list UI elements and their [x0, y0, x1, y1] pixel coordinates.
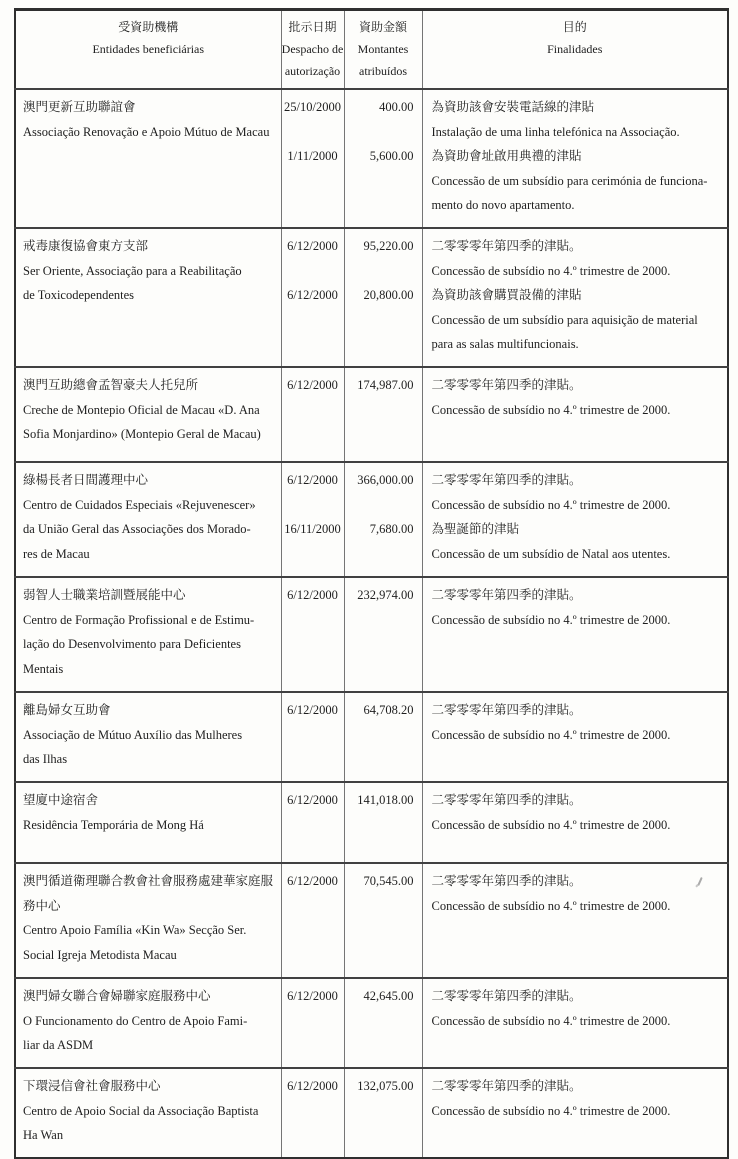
entity-cell [15, 978, 281, 1068]
entity-cell-line: de Toxicodependentes [23, 288, 135, 302]
purpose-cell-line: 為資助會址啟用典禮的津貼 [431, 149, 582, 163]
entity-cell-line: Residência Temporária de Mong Há [23, 817, 204, 832]
amount-cell-line: 20,800.00 [363, 288, 414, 302]
purpose-cell-line: 二零零零年第四季的津貼。 [431, 239, 582, 253]
amount-cell-line: 132,075.00 [357, 1079, 414, 1093]
entity-cell-line: 澳門婦女聯合會婦聯家庭服務中心 [23, 989, 211, 1003]
table-row [15, 89, 728, 228]
purpose-cell-line: Concessão de subsídio no 4.º trimestre de 2000. [431, 1103, 671, 1118]
amount-cell-line: 400.00 [379, 100, 414, 114]
entity-cell-line: 澳門互助總會孟智豪夫人托兒所 [23, 378, 199, 392]
entity-cell-line: 澳門循道衛理聯合教會社會服務處建華家庭服 [23, 874, 274, 888]
entity-cell-line: Centro de Cuidados Especiais «Rejuvenescer» [23, 497, 256, 512]
purpose-cell-line: Concessão de subsídio no 4.º trimestre de 2000. [431, 898, 671, 913]
purpose-cell [422, 978, 728, 1068]
header-amount [344, 10, 422, 90]
purpose-cell-line: 二零零零年第四季的津貼。 [431, 588, 582, 602]
purpose-cell-line: Instalação de uma linha telefónica na Associação. [431, 124, 680, 139]
entity-cell-line: 望廈中途宿舍 [23, 793, 99, 807]
purpose-cell-line: mento do novo apartamento. [431, 198, 575, 212]
amount-cell-line: 70,545.00 [363, 874, 414, 888]
purpose-cell-line: 為資助該會購買設備的津貼 [431, 288, 582, 302]
purpose-cell [422, 863, 728, 978]
purpose-cell-line: 二零零零年第四季的津貼。 [431, 874, 582, 888]
header-purpose-zh: 目的 [562, 20, 587, 34]
header-amount-pt1: Montantes [357, 42, 409, 56]
header-date-pt2: autorização [284, 64, 341, 78]
table-row [15, 978, 728, 1068]
purpose-cell-line: Concessão de subsídio no 4.º trimestre de 2000. [431, 263, 671, 278]
amount-cell [344, 782, 422, 863]
header-purpose-pt: Finalidades [547, 42, 603, 56]
purpose-cell-line: 二零零零年第四季的津貼。 [431, 793, 582, 807]
amount-cell-line: 366,000.00 [357, 473, 414, 487]
purpose-cell [422, 228, 728, 367]
amount-cell [344, 978, 422, 1068]
entity-cell-line: Sofia Monjardino» (Montepio Geral de Macau) [23, 427, 261, 441]
amount-cell [344, 89, 422, 228]
entity-cell-line: Associação Renovação e Apoio Mútuo de Macau [23, 124, 270, 139]
entity-cell-line: 澳門更新互助聯誼會 [23, 100, 136, 114]
table-row [15, 692, 728, 782]
date-cell [281, 1068, 344, 1158]
date-cell [281, 228, 344, 367]
header-date-zh: 批示日期 [288, 20, 337, 34]
header-entities-pt: Entidades beneficiárias [92, 42, 205, 56]
purpose-cell [422, 367, 728, 462]
entity-cell-line: 弱智人士職業培訓暨展能中心 [23, 588, 186, 602]
entity-cell [15, 462, 281, 577]
entity-cell-line: 下環浸信會社會服務中心 [23, 1079, 161, 1093]
purpose-cell-line: Concessão de um subsídio de Natal aos utentes. [431, 546, 671, 561]
amount-cell-line [345, 120, 414, 145]
date-cell [281, 978, 344, 1068]
purpose-cell-line: Concessão de subsídio no 4.º trimestre de 2000. [431, 817, 671, 832]
purpose-cell-line: Concessão de subsídio no 4.º trimestre de 2000. [431, 727, 671, 742]
amount-cell-line: 5,600.00 [369, 149, 414, 163]
purpose-cell-line: Concessão de um subsídio para aquisição de material [431, 312, 698, 327]
amount-cell-line: 232,974.00 [357, 588, 414, 602]
header-date [281, 10, 344, 90]
table-row [15, 863, 728, 978]
purpose-cell-line: 二零零零年第四季的津貼。 [431, 473, 582, 487]
date-cell-line: 6/12/2000 [287, 473, 338, 487]
table-body [15, 89, 728, 1158]
date-cell [281, 692, 344, 782]
entity-cell [15, 863, 281, 978]
table-row [15, 577, 728, 692]
amount-cell-line: 95,220.00 [363, 239, 414, 253]
purpose-cell [422, 577, 728, 692]
entity-cell [15, 692, 281, 782]
table-row [15, 367, 728, 462]
purpose-cell-line: 為資助該會安裝電話線的津貼 [431, 100, 595, 114]
header-row [15, 10, 728, 90]
entity-cell [15, 89, 281, 228]
header-date-pt1: Despacho de [281, 42, 344, 56]
entity-cell-line: O Funcionamento do Centro de Apoio Fami- [23, 1013, 248, 1028]
date-cell-line [282, 120, 344, 145]
entity-cell-line: Social Igreja Metodista Macau [23, 947, 177, 962]
date-cell-line [282, 493, 344, 518]
date-cell [281, 863, 344, 978]
date-cell-line: 1/11/2000 [287, 149, 338, 163]
purpose-cell-line: 為聖誕節的津貼 [431, 522, 520, 536]
amount-cell [344, 692, 422, 782]
entity-cell-line: Mentais [23, 661, 64, 676]
purpose-cell-line: Concessão de subsídio no 4.º trimestre de 2000. [431, 612, 671, 627]
purpose-cell-line: para as salas multifuncionais. [431, 337, 579, 351]
entity-cell-line: 戒毒康復協會東方支部 [23, 239, 149, 253]
header-purpose [422, 10, 728, 90]
date-cell-line: 25/10/2000 [284, 100, 341, 114]
purpose-cell-line: 二零零零年第四季的津貼。 [431, 378, 582, 392]
purpose-cell-line: Concessão de um subsídio para cerimónia de funciona- [431, 173, 708, 188]
date-cell-line: 6/12/2000 [287, 793, 338, 807]
entity-cell-line: da União Geral das Associações dos Morado- [23, 522, 251, 536]
amount-cell-line: 64,708.20 [363, 703, 414, 717]
amount-cell-line [345, 259, 414, 284]
date-cell-line: 6/12/2000 [287, 989, 338, 1003]
purpose-cell-line: 二零零零年第四季的津貼。 [431, 703, 582, 717]
date-cell-line: 16/11/2000 [284, 522, 341, 536]
entity-cell-line: liar da ASDM [23, 1038, 94, 1052]
entity-cell [15, 367, 281, 462]
header-amount-zh: 資助金額 [358, 20, 407, 34]
date-cell-line [282, 259, 344, 284]
entity-cell [15, 228, 281, 367]
entity-cell-line: 務中心 [23, 898, 61, 913]
entity-cell-line: Centro Apoio Família «Kin Wa» Secção Ser. [23, 923, 247, 937]
entity-cell-line: res de Macau [23, 546, 90, 561]
date-cell-line: 6/12/2000 [287, 703, 338, 717]
amount-cell [344, 462, 422, 577]
subsidy-table [14, 8, 729, 1159]
date-cell [281, 89, 344, 228]
amount-cell [344, 228, 422, 367]
entity-cell-line: Ser Oriente, Associação para a Reabilitação [23, 263, 242, 278]
amount-cell [344, 1068, 422, 1158]
amount-cell-line: 42,645.00 [363, 989, 414, 1003]
date-cell-line: 6/12/2000 [287, 239, 338, 253]
table-row [15, 462, 728, 577]
date-cell [281, 462, 344, 577]
table-row [15, 1068, 728, 1158]
date-cell [281, 367, 344, 462]
purpose-cell-line: 二零零零年第四季的津貼。 [431, 1079, 582, 1093]
header-entities-zh: 受資助機構 [118, 20, 179, 34]
entity-cell-line: Creche de Montepio Oficial de Macau «D. Ana [23, 402, 260, 417]
header-amount-pt2: atribuídos [359, 64, 407, 78]
entity-cell-line: Associação de Mútuo Auxílio das Mulheres [23, 727, 243, 742]
entity-cell-line: lação do Desenvolvimento para Deficientes [23, 637, 241, 651]
date-cell-line: 6/12/2000 [287, 1079, 338, 1093]
entity-cell [15, 577, 281, 692]
entity-cell-line: Centro de Apoio Social da Associação Baptista [23, 1103, 259, 1118]
entity-cell-line: 離島婦女互助會 [23, 703, 111, 717]
date-cell [281, 577, 344, 692]
purpose-cell [422, 692, 728, 782]
amount-cell [344, 863, 422, 978]
amount-cell-line: 174,987.00 [357, 378, 414, 392]
date-cell-line: 6/12/2000 [287, 288, 338, 302]
table-row [15, 782, 728, 863]
purpose-cell [422, 1068, 728, 1158]
date-cell-line: 6/12/2000 [287, 378, 338, 392]
table-header [15, 10, 728, 90]
date-cell-line: 6/12/2000 [287, 874, 338, 888]
header-entities [15, 10, 281, 90]
amount-cell [344, 577, 422, 692]
purpose-cell-line: Concessão de subsídio no 4.º trimestre de 2000. [431, 402, 671, 417]
purpose-cell [422, 89, 728, 228]
purpose-cell-line: Concessão de subsídio no 4.º trimestre de 2000. [431, 1013, 671, 1028]
amount-cell-line [345, 493, 414, 518]
purpose-cell [422, 462, 728, 577]
entity-cell [15, 1068, 281, 1158]
entity-cell-line: 綠楊長者日間護理中心 [23, 473, 149, 487]
entity-cell-line: das Ilhas [23, 752, 68, 766]
date-cell [281, 782, 344, 863]
purpose-cell [422, 782, 728, 863]
entity-cell [15, 782, 281, 863]
entity-cell-line: Centro de Formação Profissional e de Estimu- [23, 612, 255, 627]
amount-cell [344, 367, 422, 462]
amount-cell-line: 7,680.00 [369, 522, 414, 536]
table-row [15, 228, 728, 367]
date-cell-line: 6/12/2000 [287, 588, 338, 602]
amount-cell-line: 141,018.00 [357, 793, 414, 807]
purpose-cell-line: 二零零零年第四季的津貼。 [431, 989, 582, 1003]
purpose-cell-line: Concessão de subsídio no 4.º trimestre de 2000. [431, 497, 671, 512]
entity-cell-line: Ha Wan [23, 1128, 64, 1142]
